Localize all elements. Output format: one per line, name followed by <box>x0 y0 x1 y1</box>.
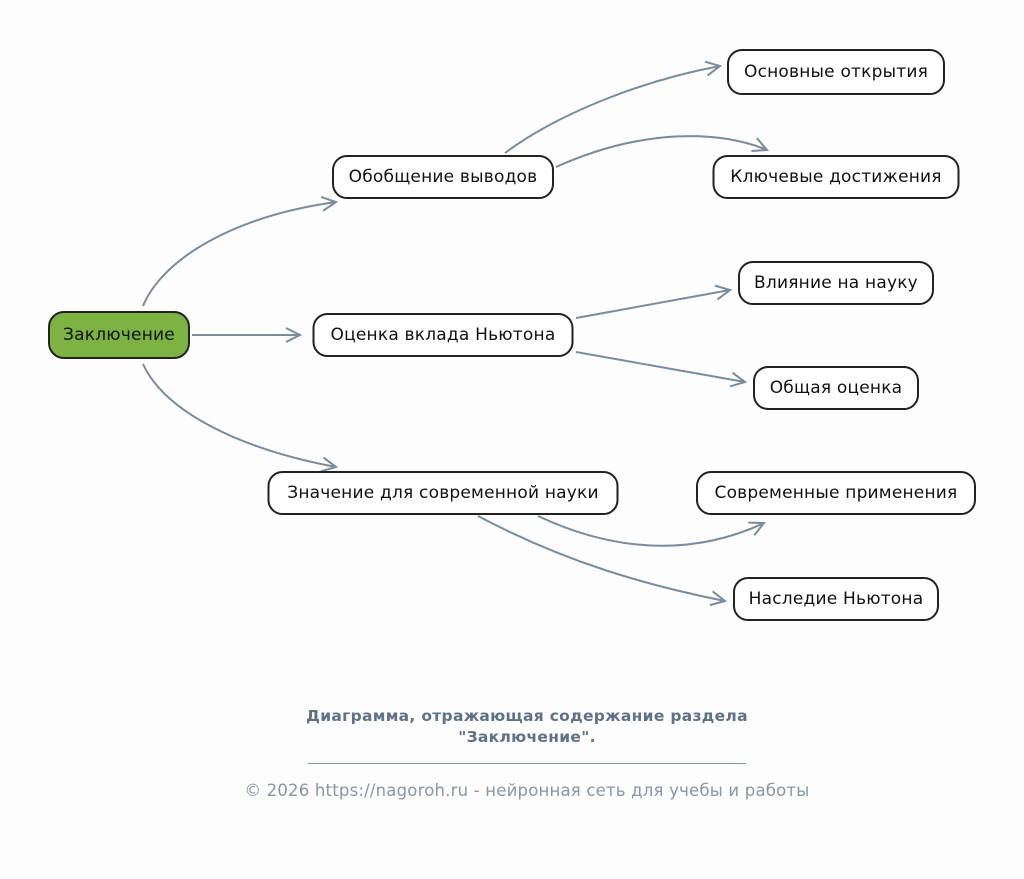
edge-branch2-to-child1 <box>576 290 730 318</box>
node-child-influence-on-science: Влияние на науку <box>738 261 934 305</box>
node-branch-modern-science-significance: Значение для современной науки <box>268 471 619 515</box>
copyright-text: © 2026 https://nagoroh.ru - нейронная сеть для учебы и работы <box>244 781 810 800</box>
node-root: Заключение <box>48 311 190 359</box>
node-branch-generalization: Обобщение выводов <box>332 155 554 199</box>
edge-branch1-to-child1 <box>505 66 720 153</box>
footer <box>207 706 847 800</box>
node-child-main-discoveries: Основные открытия <box>727 49 945 95</box>
diagram-caption-line1: Диаграмма, отражающая содержание раздела <box>306 707 748 725</box>
edge-root-to-branch1 <box>143 202 336 306</box>
edge-root-to-branch3 <box>143 364 336 467</box>
node-child-newton-legacy: Наследие Ньютона <box>733 577 939 621</box>
node-child-modern-applications: Современные применения <box>696 471 976 515</box>
node-branch-newton-contribution: Оценка вклада Ньютона <box>313 313 574 357</box>
edge-branch3-to-child1 <box>538 516 764 546</box>
diagram-caption-line2: "Заключение". <box>458 728 596 746</box>
edge-branch2-to-child2 <box>576 352 745 382</box>
node-child-overall-assessment: Общая оценка <box>753 366 919 410</box>
node-child-key-achievements: Ключевые достижения <box>713 155 960 199</box>
edge-branch3-to-child2 <box>478 516 725 601</box>
footer-divider <box>308 763 746 764</box>
